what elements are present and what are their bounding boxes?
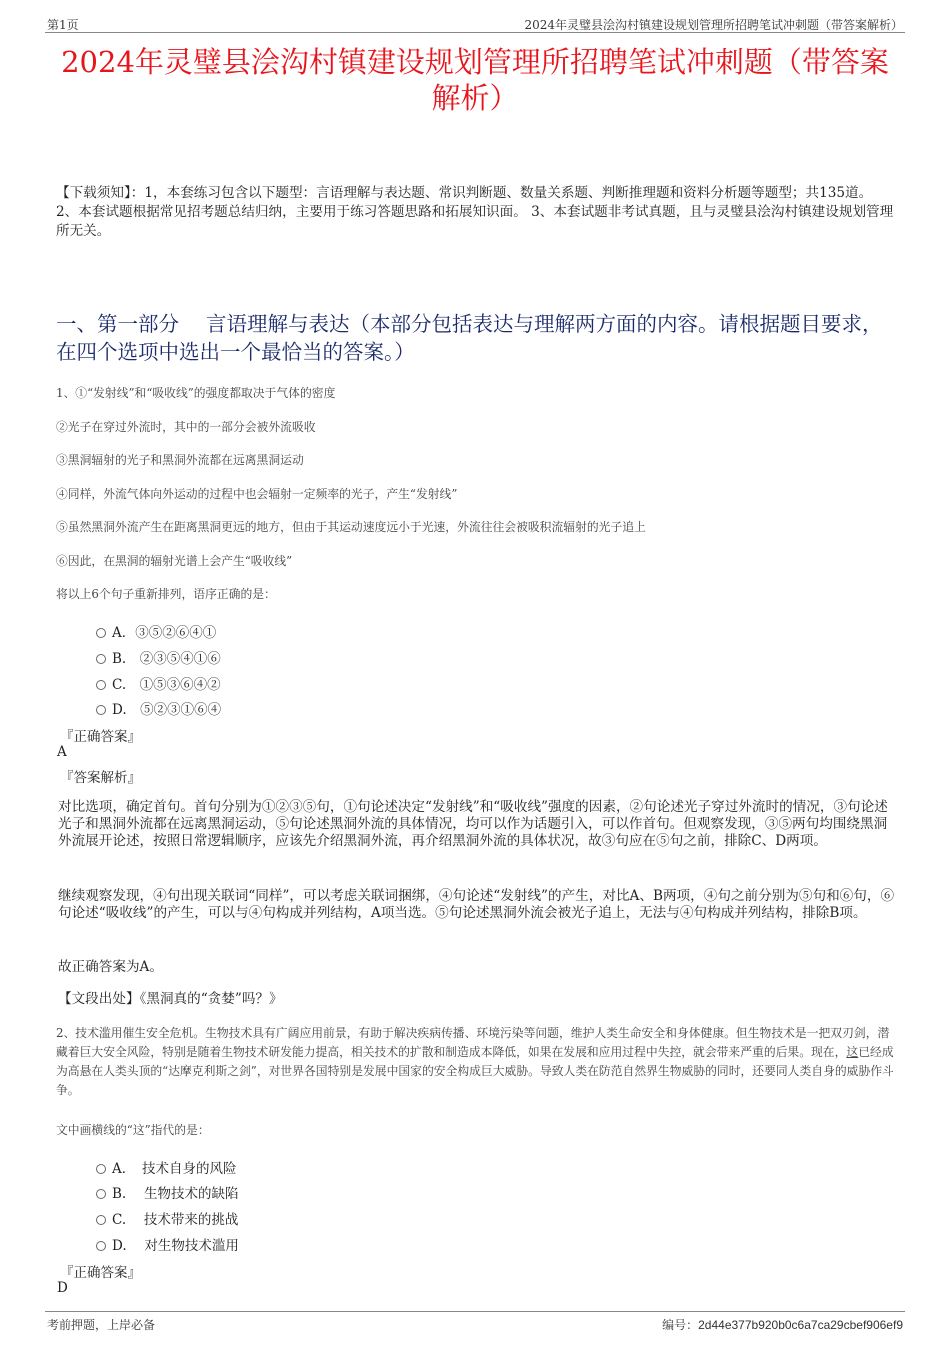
q1-prompt: 将以上6个句子重新排列，语序正确的是： — [56, 587, 276, 601]
q1-option-b[interactable]: B. ②③⑤④①⑥ — [96, 647, 221, 667]
q2-answer: D — [57, 1280, 68, 1296]
radio-icon[interactable] — [96, 1189, 106, 1199]
radio-icon[interactable] — [96, 628, 106, 638]
radio-icon[interactable] — [96, 1241, 106, 1251]
page-number: 第1页 — [47, 18, 79, 32]
q1-option-c[interactable]: C. ①⑤③⑥④② — [96, 673, 221, 693]
q2-option-d[interactable]: D. 对生物技术滥用 — [96, 1234, 239, 1254]
q2-option-a[interactable]: A． 技术自身的风险 — [96, 1157, 237, 1177]
q1-source: 【文段出处】《黑洞真的“贪婪”吗？》 — [58, 991, 283, 1007]
q2-option-c[interactable]: C. 技术带来的挑战 — [96, 1208, 238, 1228]
page-title: 2024年灵璧县浍沟村镇建设规划管理所招聘笔试冲刺题（带答案解析） — [61, 45, 889, 115]
radio-icon[interactable] — [96, 705, 106, 715]
q1-sentence-1: 1、①“发射线”和“吸收线”的强度都取决于气体的密度 — [56, 386, 336, 400]
radio-icon[interactable] — [96, 1215, 106, 1225]
q1-analysis-label: 『答案解析』 — [60, 770, 141, 786]
q1-sentence-5: ⑤虽然黑洞外流产生在距离黑洞更远的地方，但由于其运动速度远小于光速，外流往往会被吸积流辐射的光子追上 — [56, 520, 646, 534]
q1-analysis-1: 对比选项，确定首句。首句分别为①②③⑤句，①句论述决定“发射线”和“吸收线”强度的因素，②句论述光子穿过外流时的情况，③句论述光子和黑洞外流都在远离黑洞运动，⑤句论述黑洞外流的具体情况，均可以作为话题引入，可以作首句。但观察发现，③⑤两句均围绕黑洞外流展开论述，按照日常逻辑顺序，应该先介绍黑洞外流，再介绍黑洞外流的具体状况，故③句应在⑤句之前，排除C、D两项。 — [58, 799, 888, 849]
download-notice: 【下载须知】：1，本套练习包含以下题型：言语理解与表达题、常识判断题、数量关系题、判断推理题和资料分析题等题型；共135道。 2、本套试题根据常见招考题总结归纳，主要用于练习答题思路和拓展知识面。 3、本套试题非考试真题，且与灵璧县浍沟村镇建设规划管理所无关。 — [56, 185, 894, 239]
radio-icon[interactable] — [96, 654, 106, 664]
q1-sentence-2: ②光子在穿过外流时，其中的一部分会被外流吸收 — [56, 420, 316, 434]
q2-answer-label: 『正确答案』 — [60, 1265, 141, 1281]
q2-option-b[interactable]: B. 生物技术的缺陷 — [96, 1182, 239, 1202]
section-heading: 一、第一部分 言语理解与表达（本部分包括表达与理解两方面的内容。请根据题目要求，在四个选项中选出一个最恰当的答案。） — [56, 312, 883, 364]
footer-code: 编号：2d44e377b920b0c6a7ca29cbef906ef9 — [662, 1318, 903, 1332]
footer-slogan: 考前押题，上岸必备 — [47, 1318, 156, 1332]
page-header — [45, 14, 905, 33]
q1-option-a[interactable]: A．③⑤②⑥④① — [96, 621, 216, 641]
radio-icon[interactable] — [96, 1164, 106, 1174]
q1-sentence-4: ④同样，外流气体向外运动的过程中也会辐射一定频率的光子，产生“发射线” — [56, 487, 458, 501]
header-doc-title: 2024年灵璧县浍沟村镇建设规划管理所招聘笔试冲刺题（带答案解析） — [524, 18, 903, 32]
q1-sentence-6: ⑥因此，在黑洞的辐射光谱上会产生“吸收线” — [56, 554, 293, 568]
q1-answer: A — [57, 744, 67, 760]
q1-sentence-3: ③黑洞辐射的光子和黑洞外流都在远离黑洞运动 — [56, 453, 304, 467]
q1-analysis-2: 继续观察发现，④句出现关联词“同样”，可以考虑关联词捆绑，④句论述“发射线”的产生，对比A、B两项，④句之前分别为⑤句和⑥句，⑥句论述“吸收线”的产生，可以与④句构成并列结构，A项当选。⑤句论述黑洞外流会被光子追上，无法与④句构成并列结构，排除B项。 — [58, 888, 895, 921]
q2-underlined-word: 这 — [846, 1045, 859, 1059]
radio-icon[interactable] — [96, 680, 106, 690]
page-footer — [45, 1311, 905, 1332]
q2-passage: 2、技术滥用催生安全危机。生物技术具有广阔应用前景，有助于解决疾病传播、环境污染等问题，维护人类生命安全和身体健康。但生物技术是一把双刃剑，潜藏着巨大安全风险，特别是随着生物技术研发能力提高，相关技术的扩散和制造成本降低，如果在发展和应用过程中失控，就会带来严重的后果。现在，这已经成为高悬在人类头顶的“达摩克利斯之剑”，对世界各国特别是发展中国家的安全构成巨大威胁。导致人类在防范自然界生物威胁的同时，还要同人类自身的威胁作斗争。 — [56, 1026, 894, 1097]
q2-prompt: 文中画横线的“这”指代的是： — [56, 1123, 210, 1137]
q1-analysis-3: 故正确答案为A。 — [58, 959, 163, 975]
q1-option-d[interactable]: D. ⑤②③①⑥④ — [96, 698, 221, 718]
q1-answer-label: 『正确答案』 — [60, 729, 141, 745]
